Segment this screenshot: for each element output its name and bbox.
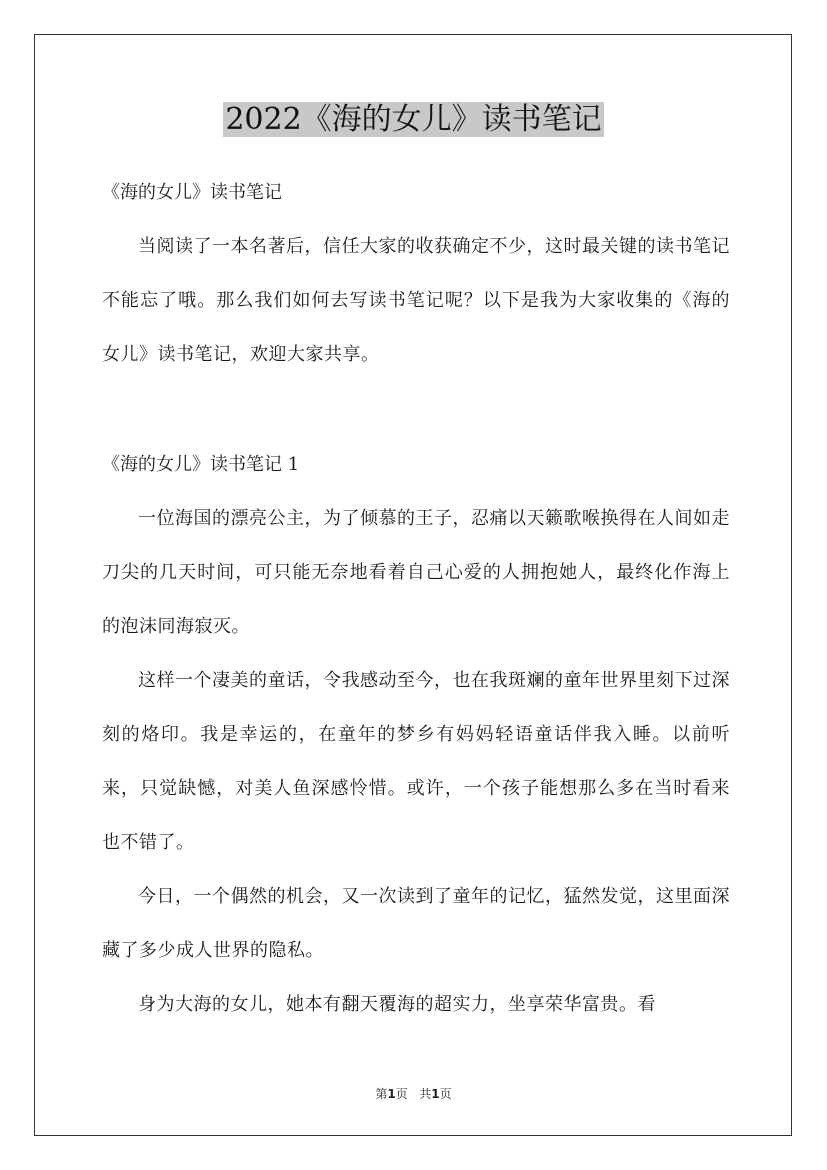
intro-section — [102, 220, 730, 382]
page-footer — [0, 1085, 827, 1102]
section-body — [102, 492, 730, 1032]
intro-paragraph: 当阅读了一本名著后，信任大家的收获确定不少，这时最关键的读书笔记不能忘了哦。那么我们如何去写读书笔记呢？以下是我为大家收集的《海的女儿》读书笔记，欢迎大家共享。 — [102, 236, 730, 365]
body-paragraph-2: 这样一个凄美的童话，令我感动至今，也在我斑斓的童年世界里刻下过深刻的烙印。我是幸运的，在童年的梦乡有妈妈轻语童话伴我入睡。以前听来，只觉缺憾，对美人鱼深感怜惜。或许，一个孩子能想那么多在当时看来也不错了。 — [102, 670, 730, 853]
body-paragraph-3: 今日，一个偶然的机会，又一次读到了童年的记忆，猛然发觉，这里面深藏了多少成人世界的隐私。 — [102, 886, 730, 961]
document-title-text: 2022《海的女儿》读书笔记 — [225, 102, 602, 137]
footer-page-unit: 页 — [395, 1087, 408, 1101]
body-paragraph-1: 一位海国的漂亮公主，为了倾慕的王子，忍痛以天籁歌喉换得在人间如走刀尖的几天时间，可只能无奈地看着自己心爱的人拥抱她人，最终化作海上的泡沫同海寂灭。 — [102, 508, 730, 637]
footer-total-prefix: 共 — [419, 1087, 432, 1101]
intro-heading: 《海的女儿》读书笔记 — [102, 182, 282, 203]
section-heading: 《海的女儿》读书笔记 1 — [102, 454, 300, 475]
footer-total-unit: 页 — [439, 1087, 452, 1101]
footer-page-total: 1 — [431, 1087, 440, 1101]
document-title — [0, 98, 827, 142]
footer-page-prefix: 第 — [375, 1087, 388, 1101]
footer-page-current: 1 — [387, 1087, 396, 1101]
body-paragraph-4: 身为大海的女儿，她本有翻天覆海的超实力，坐享荣华富贵。看 — [138, 994, 656, 1015]
